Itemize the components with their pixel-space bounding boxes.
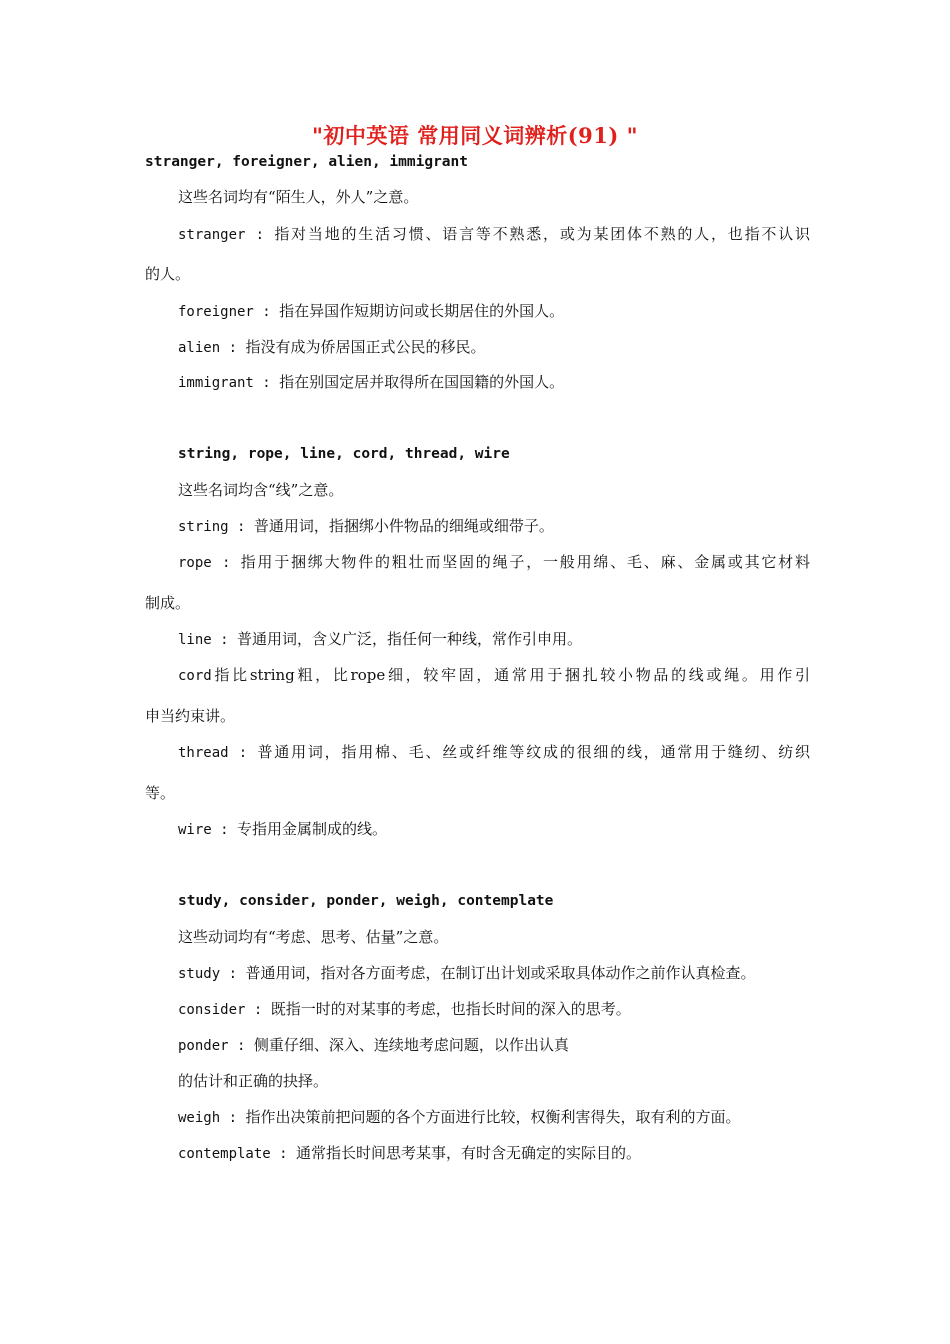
entry-text: 指在异国作短期访问或长期居住的外国人。 — [279, 302, 565, 320]
entry-term: contemplate — [178, 1146, 271, 1162]
entry-sep: : — [220, 340, 246, 356]
entry-text: 既指一时的对某事的考虑，也指长时间的深入的思考。 — [270, 1000, 631, 1018]
entry-text: 普通用词，指捆绑小件物品的细绳或细带子。 — [253, 517, 554, 535]
entry-sep: : — [211, 632, 238, 648]
entry-rope — [178, 551, 810, 574]
entry-sep: : — [220, 1110, 246, 1126]
section-heading: string, rope, line, cord, thread, wire — [178, 446, 510, 462]
entry-term: wire — [178, 822, 212, 838]
entry-wire — [178, 818, 810, 841]
entry-sep: : — [220, 966, 246, 982]
entry-study — [178, 962, 810, 985]
entry-term: line — [178, 632, 212, 648]
entry-cord — [178, 664, 810, 687]
entry-sep: : — [245, 1002, 271, 1018]
entry-sep: : — [228, 745, 258, 761]
entry-text: 普通用词，指用棉、毛、丝或纤维等纹成的很细的线，通常用于缝纫、纺织 — [257, 743, 810, 761]
entry-term: stranger — [178, 227, 246, 243]
entry-consider — [178, 998, 810, 1021]
entry-stranger — [178, 223, 810, 246]
entry-term: cord — [178, 668, 212, 684]
section-heading: stranger, foreigner, alien, immigrant — [145, 154, 469, 170]
entry-text: 指用于捆绑大物件的粗壮而坚固的绳子，一般用绵、毛、麻、金属或其它材料 — [240, 553, 810, 571]
entry-line — [178, 628, 810, 651]
entry-text: 专指用金属制成的线。 — [237, 820, 388, 838]
entry-sep: : — [228, 1038, 254, 1054]
section-heading: study, consider, ponder, weigh, contemplate — [178, 893, 554, 909]
entry-term: ponder — [178, 1038, 229, 1054]
entry-continuation: 等。 — [145, 784, 176, 802]
entry-sep: : — [253, 304, 280, 320]
entry-continuation: 申当约束讲。 — [145, 707, 236, 725]
entry-thread — [178, 741, 810, 764]
entry-term: thread — [178, 745, 229, 761]
entry-text: 指在别国定居并取得所在国国籍的外国人。 — [279, 373, 565, 391]
entry-text: 指比string粗，比rope细，较牢固，通常用于捆扎较小物品的线或绳。用作引 — [211, 666, 810, 684]
entry-sep: : — [211, 822, 238, 838]
entry-weigh — [178, 1106, 810, 1129]
entry-term: study — [178, 966, 221, 982]
section-intro: 这些名词均有“陌生人，外人”之意。 — [178, 188, 419, 206]
entry-contemplate — [178, 1142, 810, 1165]
entry-sep: : — [245, 227, 275, 243]
section-intro: 这些名词均含“线”之意。 — [178, 481, 344, 499]
entry-term: rope — [178, 555, 212, 571]
entry-text: 侧重仔细、深入、连续地考虑问题，以作出认真 — [253, 1036, 569, 1054]
entry-foreigner — [178, 300, 810, 323]
entry-text: 指对当地的生活习惯、语言等不熟悉，或为某团体不熟的人，也指不认识 — [274, 225, 810, 243]
document-title: "初中英语 常用同义词辨析(91) " — [311, 123, 639, 148]
entry-term: immigrant — [178, 375, 254, 391]
entry-term: weigh — [178, 1110, 221, 1126]
entry-sep: : — [270, 1146, 297, 1162]
entry-term: foreigner — [178, 304, 254, 320]
entry-term: alien — [178, 340, 221, 356]
entry-sep: : — [228, 519, 254, 535]
entry-sep: : — [211, 555, 241, 571]
section-intro: 这些动词均有“考虑、思考、估量”之意。 — [178, 928, 449, 946]
entry-text: 普通用词，指对各方面考虑，在制订出计划或采取具体动作之前作认真检查。 — [245, 964, 756, 982]
entry-text: 指没有成为侨居国正式公民的移民。 — [245, 338, 486, 356]
entry-continuation: 的人。 — [145, 265, 191, 283]
entry-sep: : — [253, 375, 280, 391]
entry-continuation: 的估计和正确的抉择。 — [178, 1072, 329, 1090]
entry-text: 普通用词，含义广泛，指任何一种线，常作引申用。 — [237, 630, 583, 648]
entry-continuation: 制成。 — [145, 594, 191, 612]
entry-alien — [178, 336, 810, 359]
entry-term: string — [178, 519, 229, 535]
entry-immigrant — [178, 371, 810, 394]
entry-ponder — [178, 1034, 810, 1057]
entry-text: 通常指长时间思考某事，有时含无确定的实际目的。 — [296, 1144, 642, 1162]
entry-string — [178, 515, 810, 538]
entry-term: consider — [178, 1002, 246, 1018]
entry-text: 指作出决策前把问题的各个方面进行比较，权衡利害得失，取有利的方面。 — [245, 1108, 741, 1126]
